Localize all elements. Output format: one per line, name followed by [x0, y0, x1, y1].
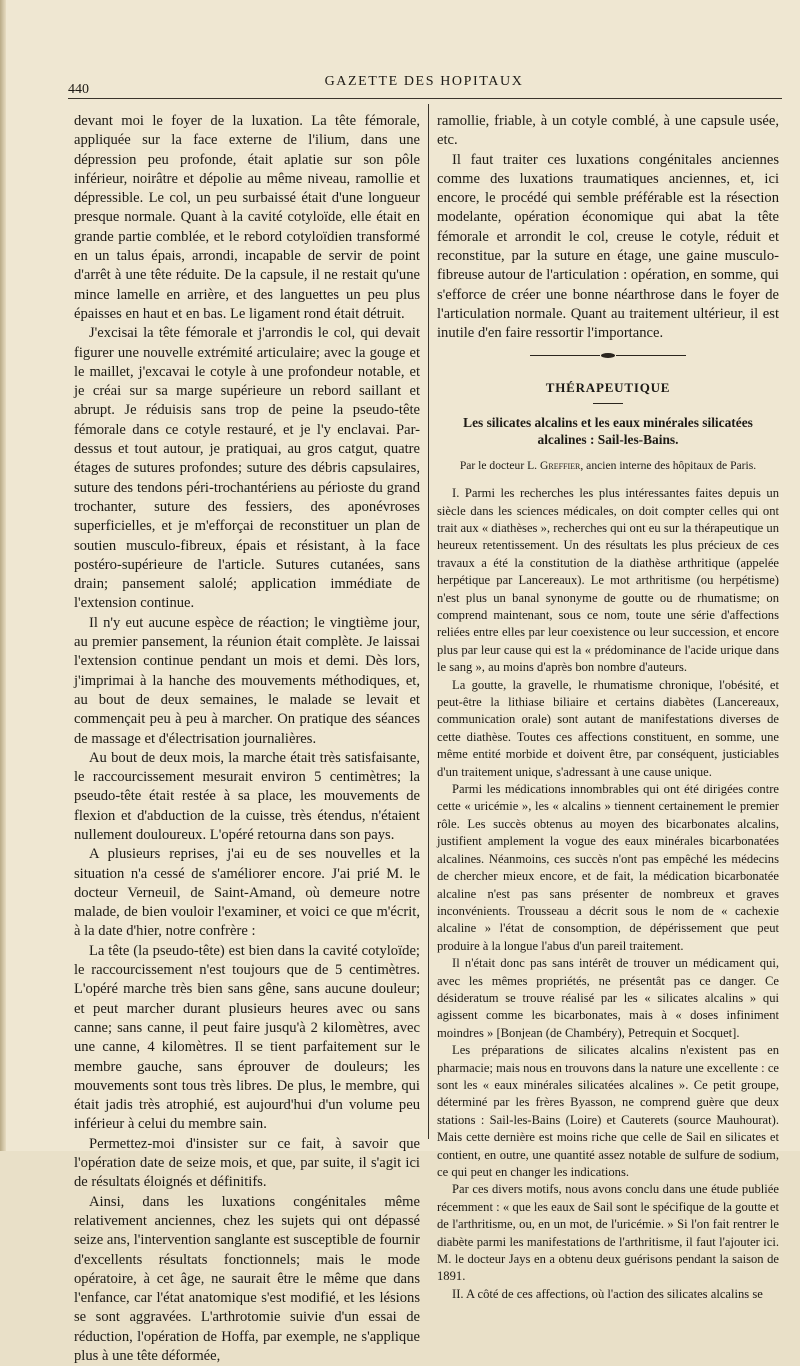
paragraph: Parmi les médications innombrables qui ont été dirigées contre cette « uricémie », les « alcalins » tiennent certainement le premier rôle. Les succès obtenus au moyen des bicarbonates alcalins, justifient amplement la vogue des eaux minérales bicarbonatées alcalines. Néanmoins, ces succès n'ont pas empêché les médecins de chercher mieux encore, et de fait, la médication bicarbonatée alcaline n'est pas sans présenter de nombreux et graves inconvénients. Trousseau a décrit sous le nom de « cachexie alcaline » l'état de consomption, de dépérissement que peut produire à la longue l'abus d'un pareil traitement.: [437, 782, 779, 953]
paragraph: II. A côté de ces affections, où l'action des silicates alcalins se: [452, 1286, 763, 1301]
paragraph: Il n'était donc pas sans intérêt de trouver un médicament qui, avec les mêmes propriétés, ne présentât pas ce danger. Ce désideratum se trouve réalisé par les « silicates alcalins » qui agissent comme les bicarbonates, mais à « doses infiniment moindres » [Bonjean (de Chambéry), Petrequin et Socquet].: [437, 956, 779, 1040]
left-column: [74, 112, 420, 1366]
paragraph: Au bout de deux mois, la marche était très satisfaisante, le raccourcissement mesurait environ 5 centimètres; la pseudo-tête était restée à sa place, les mouvements de flexion et d'abduction de la cuisse, très étendus, n'étaient nullement douloureux. L'opéré retourna dans son pays.: [74, 749, 420, 843]
paragraph: I. Parmi les recherches les plus intéressantes faites depuis un siècle dans les sciences médicales, on doit compter celles qui ont trait aux « diathèses », recherches qui ont eu sur la thérapeutique un heureux retentissement. Un des résultats les plus précieux de ces travaux a été la constitution de la diathèse arthritique (appelée herpétique par Lancereaux). Le mot arthritisme (ou herpétisme) n'est plus un banal synonyme de goutte ou de rhumatisme; on comprend maintenant, sous ce nom, toute une série d'affections reliées entre elles par leur coexistence ou leur succession, et encore plus par leur cause qui est la « prédominance de l'acide urique dans le sang », au moins d'après bon nombre d'auteurs.: [437, 486, 779, 675]
paragraph: ramollie, friable, à un cotyle comblé, à une capsule usée, etc.: [437, 113, 779, 149]
running-title: GAZETTE DES HOPITAUX: [324, 74, 524, 89]
paragraph: La goutte, la gravelle, le rhumatisme chronique, l'obésité, et peut-être la lithiase biliaire et certains diabètes (Lancereaux, communication orale) sont autant de manifestations diverses de cette diathèse. Toutes ces affections constituent, en somme, une même entité morbide et doivent être, par conséquent, justiciables d'un traitement unique, s'adressant à une cause unique.: [437, 677, 779, 779]
paragraph: Ainsi, dans les luxations congénitales même relativement anciennes, chez les sujets qui ont dépassé seize ans, l'intervention sanglante est susceptible de fournir d'excellents résultats fonctionnels; mais le mode opératoire, à cet âge, ne saurait être le même que dans l'enfance, car l'état anatomique s'est modifié, et les lésions se sont aggravées. L'arthrotomie suivie d'un essai de réduction, l'opération de Hoffa, par exemple, ne s'applique plus à une tête déformée,: [74, 1193, 420, 1364]
paragraph: Les préparations de silicates alcalins n'existent pas en pharmacie; mais nous en trouvons dans la nature une excellente : ce sont les « eaux minérales silicatées alcalines ». Ce petit groupe, déterminé par les frères Byasson, ne comprend guère que deux stations : Sail-les-Bains (Loire) et Cauterets (source Mauhourat). Mais cette dernière est moins riche que celle de Sail en silicates et contient, en outre, une quantité assez notable de sulfure de sodium, ce qui peut en changer les indications.: [437, 1043, 779, 1179]
section-title: THÉRAPEUTIQUE: [545, 379, 671, 395]
paragraph: Par ces divers motifs, nous avons conclu dans une étude publiée récemment : « que les eaux de Sail sont le spécifique de la goutte et de l'arthritisme, ou, en un mot, de l'uricémie. » Si l'on fait rentrer le diabète parmi les manifestations de l'arthritisme, il faut l'ajouter ici. M. le docteur Jays en a obtenu deux guérisons pendant la saison de 1891.: [437, 1182, 779, 1284]
paragraph: Il faut traiter ces luxations congénitales anciennes comme des luxations traumatiques anciennes, et, ici encore, le procédé qui semble préférable est la résection modelante, opération économique qui abat la tête fémorale et arrondit le col, creuse le cotyle, réduit et reconstitue, par la suture en étage, une gaine musculo-fibreuse autour de l'articulation : opération, en somme, qui s'efforce de créer une bonne néarthrose dans le foyer de l'articulation normale. Quant au traitement ultérieur, il est inutile d'en faire ressortir l'importance.: [437, 151, 779, 342]
page-header: [68, 74, 780, 96]
paragraph: J'excisai la tête fémorale et j'arrondis le col, qui devait figurer une nouvelle extrémité articulaire; avec la gouge et le maillet, j'excavai le cotyle à une profondeur notable, et je créai sur sa marge supérieure un rebord saillant et abrupt. Je réduisis sans trop de peine la pseudo-tête fémorale dans ce cotyle restauré, et je l'y enclavai. Par-dessus et tout autour, je pratiquai, au gros catgut, quatre étages de sutures profondes; suture des débris capsulaires, suture des tendons péri-trochantériens au périoste du grand trochanter, suture des fessiers, des aponévroses superficielles, et je m'efforçai de reconstituer un plan de soutien musculo-fibreux, épais et résistant, à la face postéro-supérieure de l'article. Sutures cutanées, sans drain; pansement salolé; application immédiate de l'extension continue.: [74, 325, 420, 612]
page-edge-shadow: [0, 0, 6, 1151]
paragraph: A plusieurs reprises, j'ai eu de ses nouvelles et la situation n'a cessé de s'améliorer encore. J'ai prié M. le docteur Verneuil, de Saint-Amand, où demeure notre malade, de bien vouloir l'examiner, et voici ce que m'écrit, à la date d'hier, notre confrère :: [74, 846, 420, 940]
column-divider: [428, 104, 429, 1139]
section-ornament: [437, 352, 779, 360]
article-body: [437, 485, 779, 1303]
author-name: Greffier: [539, 458, 581, 472]
article-byline: Par le docteur L. Greffier, ancien interne des hôpitaux de Paris.: [459, 458, 757, 472]
header-rule: [68, 98, 782, 99]
section-rule: [593, 403, 623, 404]
paragraph: devant moi le foyer de la luxation. La tête fémorale, appliquée sur la face externe de l'ilium, dans une dépression peu profonde, était aplatie sur son pôle inférieur, noirâtre et dépolie au même niveau, ramollie et dépressible. Le col, un peu surbaissé était d'une longueur presque normale. Quant à la cavité cotyloïde, elle était en grande partie comblée, et le rebord cotyloïdien transformé en un talus épais, arrondi, incapable de servir de point d'arrêt à une tête réduite. De la capsule, il ne restait qu'une mince lamelle en arrière, et des languettes un peu plus épaisses en haut et en bas. Le ligament rond était détruit.: [74, 113, 420, 322]
paragraph: Il n'y eut aucune espèce de réaction; le vingtième jour, au premier pansement, la réunion était complète. Je laissai l'extension continue pendant un mois et demi. Dès lors, j'imprimai à la hanche des mouvements méthodiques, et, au bout de deux semaines, le malade se levait et commençait peu à peu à marcher. On pratique des séances de massage et d'électrisation journalières.: [74, 614, 420, 747]
right-column: [437, 112, 779, 1303]
paragraph: Permettez-moi d'insister sur ce fait, à savoir que l'opération date de seize mois, et que, par suite, il s'agit ici de résultats éloignés et définitifs.: [74, 1135, 420, 1191]
quoted-letter: La tête (la pseudo-tête) est bien dans la cavité cotyloïde; le raccourcissement n'est toujours que de 5 centimètres. L'opéré marche très bien sans gêne, sans aucune douleur; et peut marcher durant plusieurs heures avec ou sans canne; sans canne, il peut faire jusqu'à 2 kilomètres, avec une canne, 4 kilomètres. Il se tient parfaitement sur le membre gauche, sans éprouver de douleurs; les mouvements sont tous très libres. De plus, le membre, qui était jadis très atrophié, est aujourd'hui d'un volume peu inférieur à celui du membre sain.: [74, 942, 420, 1133]
article-title: Les silicates alcalins et les eaux minérales silicatées alcalines : Sail-les-Bains.: [463, 414, 753, 447]
page-number: 440: [68, 82, 89, 97]
